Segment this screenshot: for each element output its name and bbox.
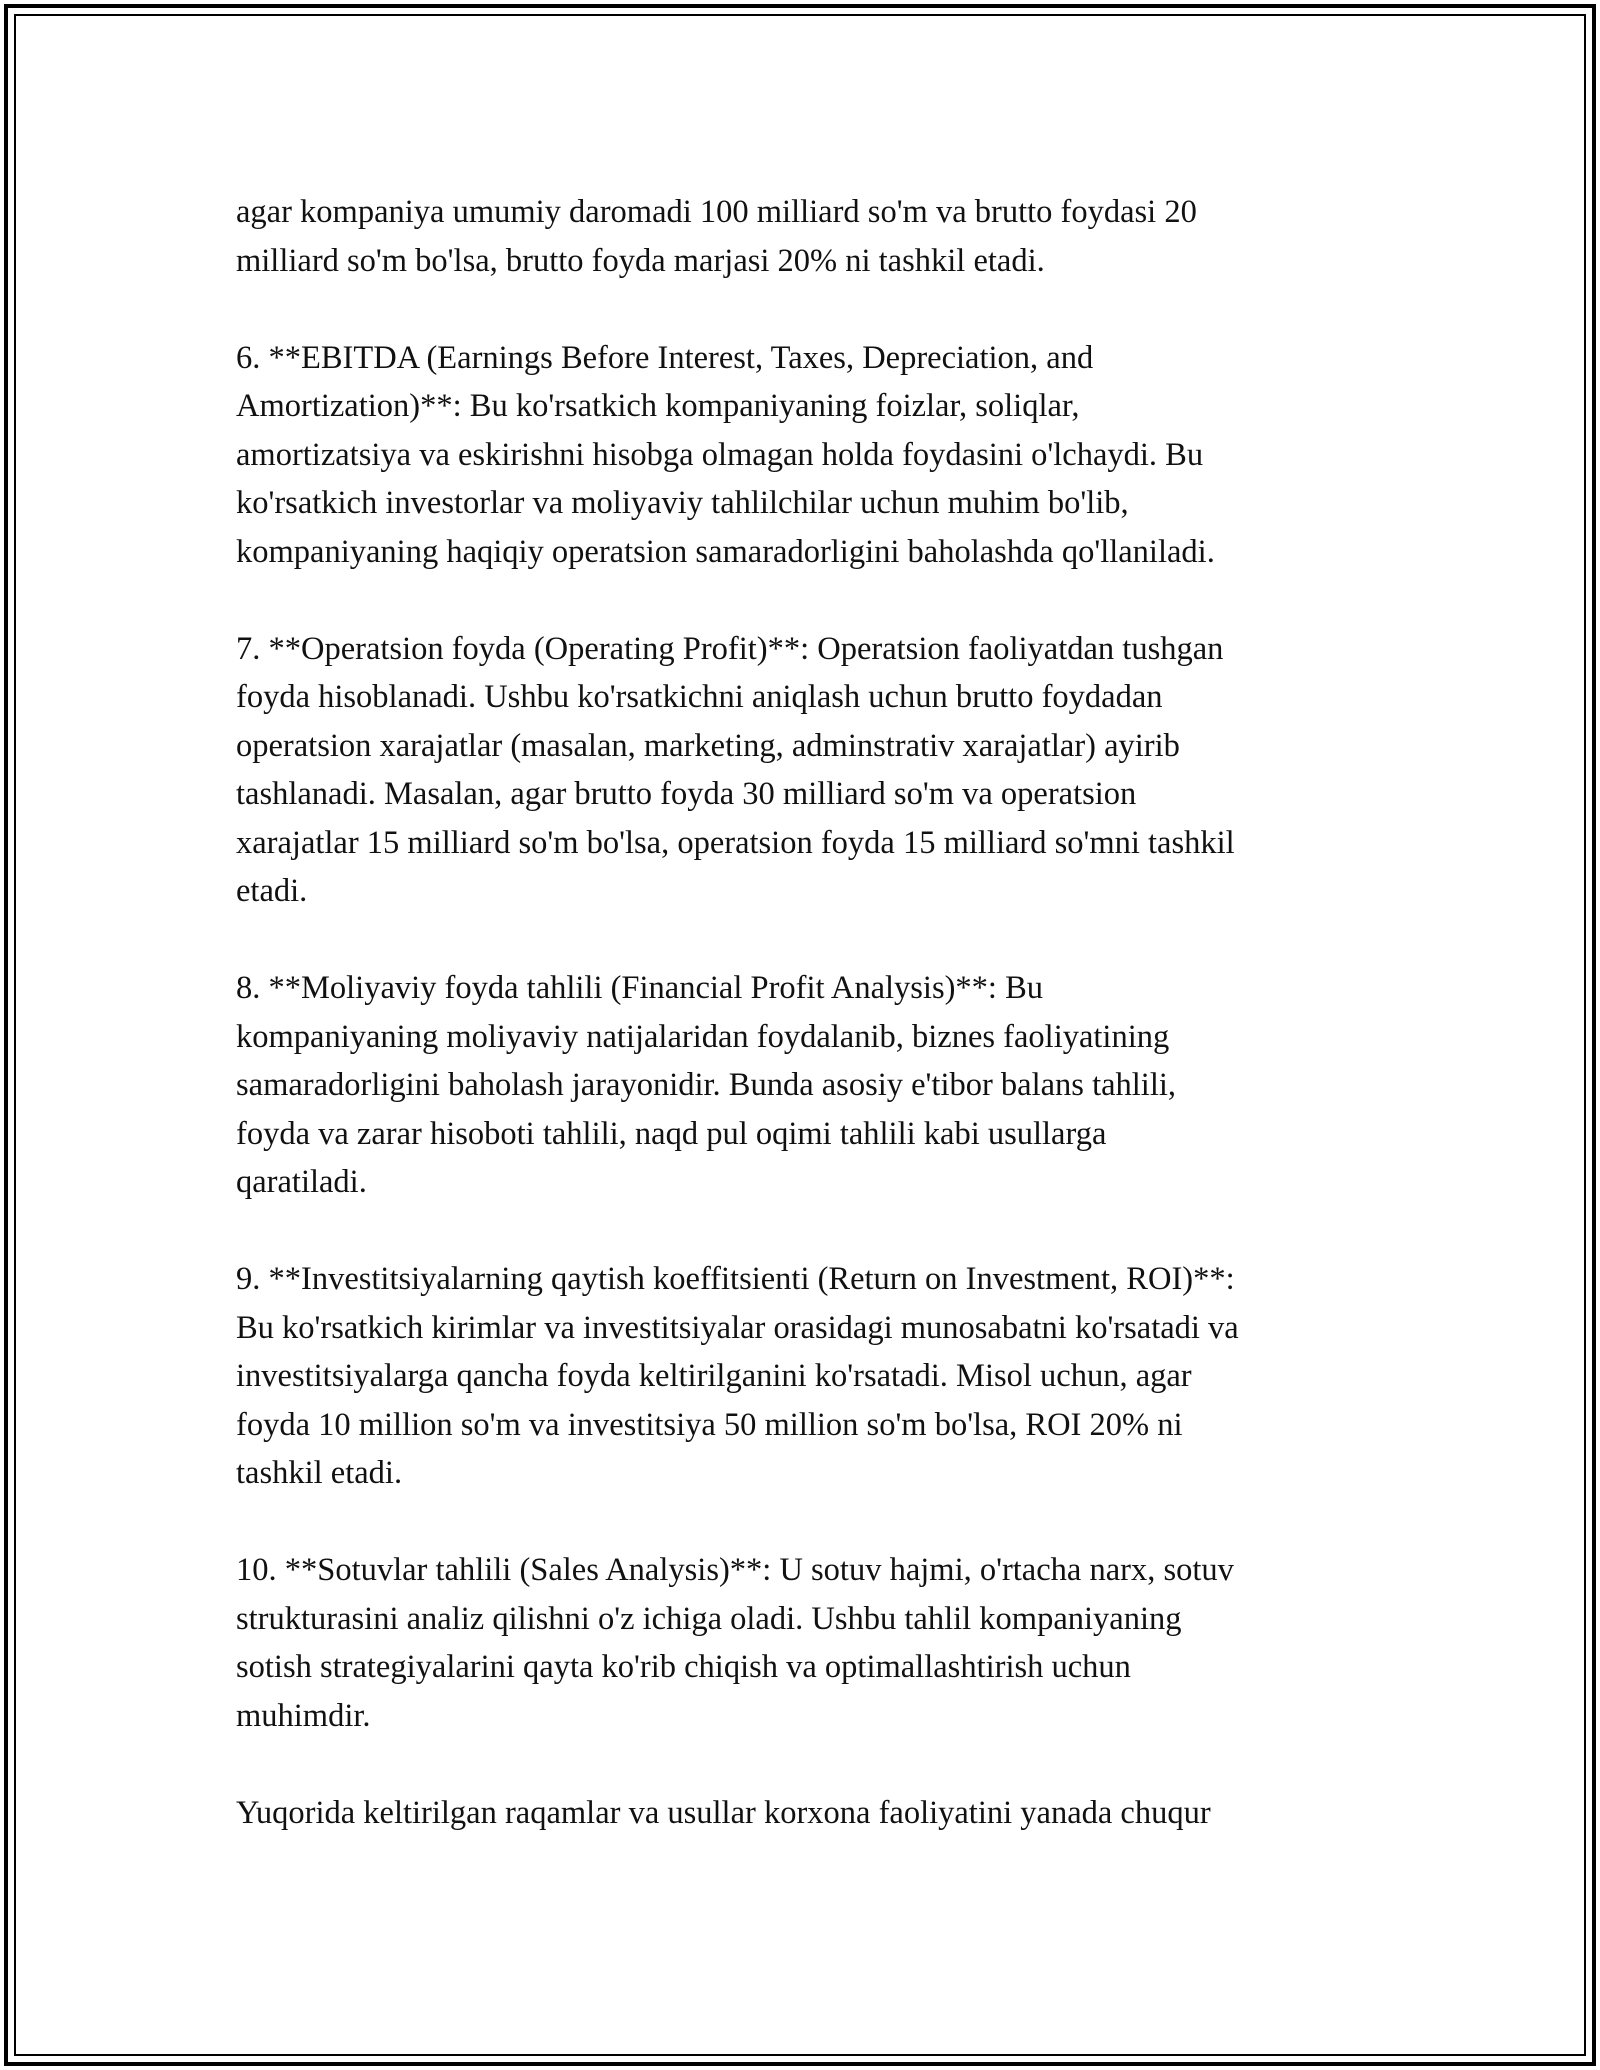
- text-line: investitsiyalarga qancha foyda keltirilganini ko'rsatadi. Misol uchun, agar: [236, 1358, 1192, 1394]
- text-line: 10. **Sotuvlar tahlili (Sales Analysis)**: U sotuv hajmi, o'rtacha narx, sotuv: [236, 1552, 1234, 1588]
- text-line: 7. **Operatsion foyda (Operating Profit)**: Operatsion faoliyatdan tushgan: [236, 630, 1224, 667]
- text-line: xarajatlar 15 milliard so'm bo'lsa, operatsion foyda 15 milliard so'mni tashkil: [236, 824, 1235, 861]
- text-line: strukturasini analiz qilishni o'z ichiga oladi. Ushbu tahlil kompaniyaning: [236, 1600, 1182, 1637]
- text-line: amortizatsiya va eskirishni hisobga olmagan holda foydasini o'lchaydi. Bu: [236, 436, 1204, 473]
- text-line: foyda hisoblanadi. Ushbu ko'rsatkichni aniqlash uchun brutto foydadan: [236, 679, 1163, 715]
- text-line: 6. **EBITDA (Earnings Before Interest, Taxes, Depreciation, and: [236, 339, 1094, 376]
- paragraph-roi: [236, 1255, 1386, 1498]
- paragraph-financial-profit-analysis: [236, 964, 1386, 1207]
- text-line: foyda va zarar hisoboti tahlili, naqd pul oqimi tahlili kabi usullarga: [236, 1115, 1107, 1152]
- text-line: kompaniyaning moliyaviy natijalaridan foydalanib, biznes faoliyatining: [236, 1018, 1170, 1055]
- text-line: 9. **Investitsiyalarning qaytish koeffitsienti (Return on Investment, ROI)**:: [236, 1261, 1235, 1297]
- text-line: Amortization)**: Bu ko'rsatkich kompaniyaning foizlar, soliqlar,: [236, 388, 1080, 424]
- text-line: Bu ko'rsatkich kirimlar va investitsiyalar orasidagi munosabatni ko'rsatadi va: [236, 1309, 1239, 1346]
- paragraph-gross-margin-example: [236, 188, 1386, 285]
- paragraph-ebitda: [236, 334, 1386, 577]
- text-line: Yuqorida keltirilgan raqamlar va usullar korxona faoliyatini yanada chuqur: [236, 1794, 1211, 1831]
- paragraph-conclusion: [236, 1789, 1386, 1838]
- text-line: ko'rsatkich investorlar va moliyaviy tahlilchilar uchun muhim bo'lib,: [236, 485, 1129, 521]
- text-line: 8. **Moliyaviy foyda tahlili (Financial Profit Analysis)**: Bu: [236, 970, 1044, 1006]
- document-body: [236, 188, 1386, 1886]
- text-line: agar kompaniya umumiy daromadi 100 milliard so'm va brutto foydasi 20: [236, 194, 1197, 230]
- paragraph-sales-analysis: [236, 1546, 1386, 1740]
- text-line: foyda 10 million so'm va investitsiya 50 million so'm bo'lsa, ROI 20% ni: [236, 1406, 1183, 1443]
- text-line: operatsion xarajatlar (masalan, marketing, adminstrativ xarajatlar) ayirib: [236, 727, 1180, 764]
- text-line: kompaniyaning haqiqiy operatsion samaradorligini baholashda qo'llaniladi.: [236, 533, 1215, 570]
- text-line: samaradorligini baholash jarayonidir. Bunda asosiy e'tibor balans tahlili,: [236, 1067, 1177, 1103]
- text-line: muhimdir.: [236, 1697, 371, 1734]
- text-line: qaratiladi.: [236, 1164, 367, 1200]
- paragraph-operating-profit: [236, 625, 1386, 916]
- text-line: sotish strategiyalarini qayta ko'rib chiqish va optimallashtirish uchun: [236, 1649, 1131, 1685]
- text-line: etadi.: [236, 873, 308, 909]
- text-line: tashlanadi. Masalan, agar brutto foyda 30 milliard so'm va operatsion: [236, 776, 1137, 812]
- text-line: tashkil etadi.: [236, 1455, 403, 1491]
- text-line: milliard so'm bo'lsa, brutto foyda marjasi 20% ni tashkil etadi.: [236, 242, 1045, 279]
